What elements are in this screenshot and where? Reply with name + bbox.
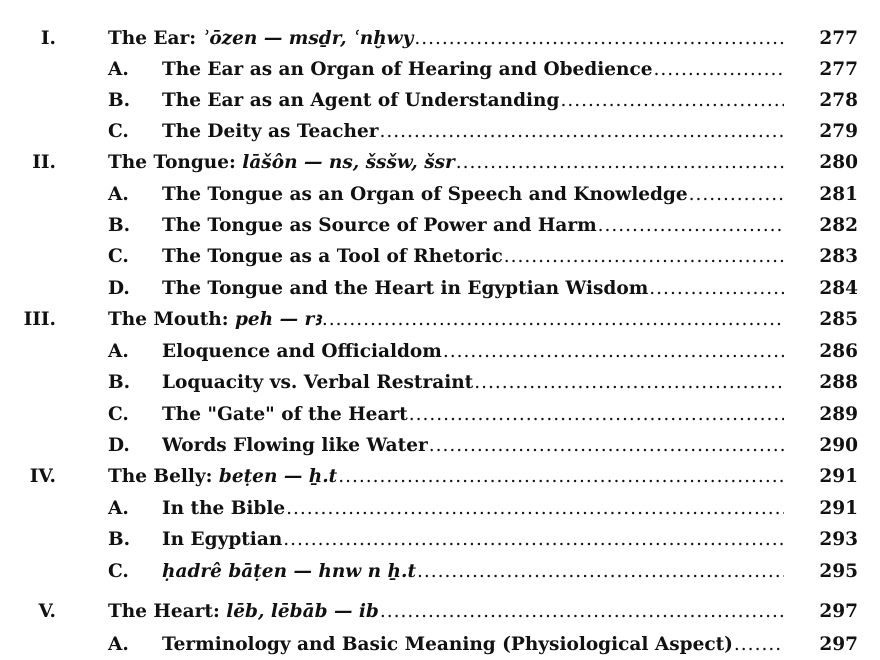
entry-page-number: 281	[819, 184, 858, 205]
entry-title: The Ear as an Organ of Hearing and Obedience	[162, 59, 653, 80]
entry-page-number: 286	[819, 341, 858, 362]
entry-title: In Egyptian	[162, 529, 283, 550]
entry-page-number: 291	[819, 498, 858, 519]
entry-title: The Tongue as a Tool of Rhetoric	[162, 246, 503, 267]
dot-leader	[286, 494, 784, 524]
entry-text	[162, 630, 784, 660]
toc-entry	[0, 630, 880, 660]
toc-entry	[0, 55, 880, 85]
entry-number: III.	[23, 309, 56, 330]
entry-number: A.	[108, 498, 129, 519]
entry-title: Loquacity vs. Verbal Restraint	[162, 372, 474, 393]
entry-text	[162, 431, 784, 461]
entry-title: Eloquence and Officialdom	[162, 341, 442, 362]
toc-entry	[0, 86, 880, 116]
toc-entry	[0, 431, 880, 461]
dot-leader	[654, 55, 784, 85]
entry-text	[162, 180, 784, 210]
dot-leader	[322, 305, 784, 335]
entry-page-number: 280	[819, 152, 858, 173]
entry-title	[162, 557, 416, 587]
entry-title: The "Gate" of the Heart	[162, 404, 408, 425]
toc-entry	[0, 494, 880, 524]
entry-text	[162, 117, 784, 147]
entry-term: peh — rꜣ	[234, 309, 321, 330]
entry-title: The Tongue as Source of Power and Harm	[162, 215, 597, 236]
entry-page-number: 293	[819, 529, 858, 550]
entry-number: V.	[38, 601, 56, 622]
entry-text	[162, 211, 784, 241]
toc-entry	[0, 148, 880, 178]
entry-number: C.	[108, 246, 129, 267]
entry-text	[162, 337, 784, 367]
entry-number: I.	[40, 28, 56, 49]
entry-number: B.	[108, 215, 131, 236]
entry-term: ḥadrê bāṭen — hnw n ẖ.t	[162, 561, 416, 582]
toc-entry	[0, 368, 880, 398]
entry-page-number: 285	[819, 309, 858, 330]
entry-term: lēb, lēbāb — ib	[226, 601, 379, 622]
entry-title: In the Bible	[162, 498, 286, 519]
entry-page-number: 278	[819, 90, 858, 111]
dot-leader	[414, 24, 784, 54]
entry-page-number: 297	[819, 634, 858, 655]
dot-leader	[649, 274, 784, 304]
entry-title: The Tongue: lāšôn — ns, šsšw, šsr	[108, 152, 455, 173]
entry-text	[108, 148, 784, 178]
dot-leader	[689, 180, 784, 210]
entry-text	[162, 400, 784, 430]
entry-text	[162, 242, 784, 272]
dot-leader	[429, 431, 784, 461]
dot-leader	[598, 211, 784, 241]
entry-text	[108, 597, 784, 627]
dot-leader	[443, 337, 784, 367]
entry-title: The Tongue as an Organ of Speech and Knowledge	[162, 184, 688, 205]
entry-term: ʾōzen — msḏr, ʿnḫwy	[202, 28, 414, 49]
entry-number: II.	[32, 152, 56, 173]
entry-title: The Belly: beṭen — ẖ.t	[108, 466, 338, 487]
entry-term: beṭen — ẖ.t	[218, 466, 338, 487]
entry-number: C.	[108, 561, 129, 582]
entry-title: The Mouth: peh — rꜣ	[108, 309, 321, 330]
entry-title: The Deity as Teacher	[162, 121, 379, 142]
toc-entry	[0, 211, 880, 241]
toc-entry	[0, 305, 880, 335]
entry-text	[108, 462, 784, 492]
entry-title: The Heart: lēb, lēbāb — ib	[108, 601, 379, 622]
entry-title: Terminology and Basic Meaning (Physiological Aspect)	[162, 634, 733, 655]
entry-page-number: 291	[819, 466, 858, 487]
dot-leader	[504, 242, 784, 272]
entry-title: Words Flowing like Water	[162, 435, 428, 456]
entry-page-number: 290	[819, 435, 858, 456]
entry-page-number: 283	[819, 246, 858, 267]
entry-title: The Tongue and the Heart in Egyptian Wisdom	[162, 278, 649, 299]
entry-page-number: 277	[819, 28, 858, 49]
entry-page-number: 282	[819, 215, 858, 236]
entry-text	[108, 24, 784, 54]
entry-text	[162, 55, 784, 85]
dot-leader	[283, 525, 784, 555]
entry-number: A.	[108, 634, 129, 655]
entry-text	[162, 274, 784, 304]
entry-text	[108, 305, 784, 335]
entry-page-number: 284	[819, 278, 858, 299]
entry-number: C.	[108, 121, 129, 142]
entry-number: A.	[108, 341, 129, 362]
entry-page-number: 297	[819, 601, 858, 622]
entry-number: D.	[108, 278, 130, 299]
toc-entry	[0, 525, 880, 555]
toc-entry	[0, 462, 880, 492]
toc-entry	[0, 597, 880, 627]
toc-entry	[0, 274, 880, 304]
dot-leader	[417, 557, 784, 587]
dot-leader	[734, 630, 784, 660]
toc-entry	[0, 117, 880, 147]
entry-text	[162, 557, 784, 587]
entry-text	[162, 525, 784, 555]
toc-entry	[0, 180, 880, 210]
entry-page-number: 289	[819, 404, 858, 425]
toc-entry	[0, 24, 880, 54]
dot-leader	[338, 462, 784, 492]
toc-entry	[0, 557, 880, 587]
entry-page-number: 288	[819, 372, 858, 393]
dot-leader	[560, 86, 784, 116]
entry-text	[162, 494, 784, 524]
entry-number: A.	[108, 184, 129, 205]
entry-number: D.	[108, 435, 130, 456]
dot-leader	[380, 597, 784, 627]
entry-text	[162, 368, 784, 398]
entry-number: B.	[108, 372, 131, 393]
entry-title: The Ear as an Agent of Understanding	[162, 90, 560, 111]
toc-entry	[0, 242, 880, 272]
entry-number: A.	[108, 59, 129, 80]
entry-number: C.	[108, 404, 129, 425]
dot-leader	[474, 368, 784, 398]
toc-entry	[0, 337, 880, 367]
entry-page-number: 279	[819, 121, 858, 142]
entry-number: IV.	[29, 466, 56, 487]
dot-leader	[379, 117, 784, 147]
entry-text	[162, 86, 784, 116]
entry-page-number: 295	[819, 561, 858, 582]
entry-term: lāšôn — ns, šsšw, šsr	[242, 152, 455, 173]
entry-title: The Ear: ʾōzen — msḏr, ʿnḫwy	[108, 28, 414, 49]
entry-number: B.	[108, 90, 131, 111]
entry-number: B.	[108, 529, 131, 550]
dot-leader	[456, 148, 784, 178]
toc-entry	[0, 400, 880, 430]
entry-page-number: 277	[819, 59, 858, 80]
dot-leader	[409, 400, 784, 430]
